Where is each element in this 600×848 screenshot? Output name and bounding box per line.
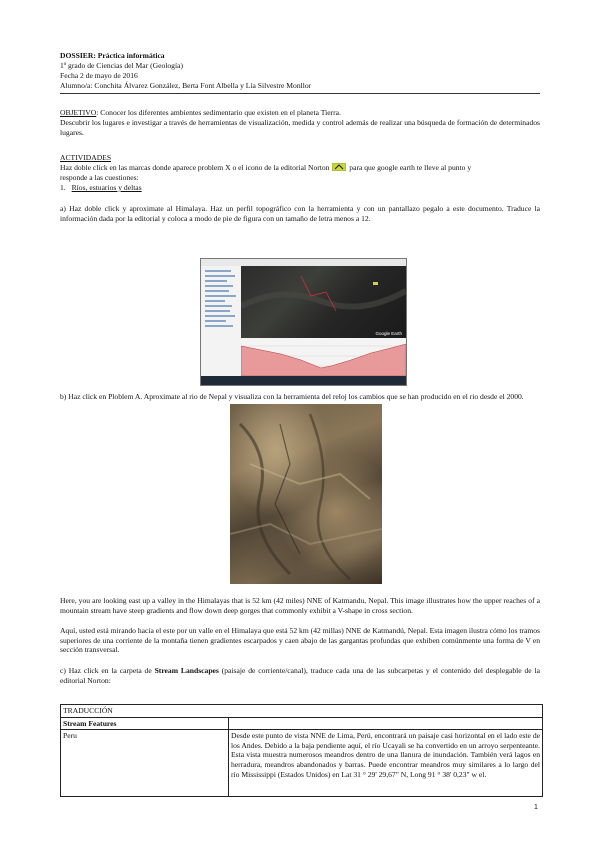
page-number: 1 <box>534 804 538 811</box>
elevation-profile <box>241 338 406 376</box>
objective-line <box>60 108 341 118</box>
table-row <box>61 717 543 730</box>
question-c <box>60 666 540 685</box>
translation-table <box>60 704 543 797</box>
objective-text: : Conocer los diferentes ambientes sedimentario que existen en el planeta Tierra. <box>96 108 341 117</box>
windows-taskbar <box>201 376 406 385</box>
question-c-bold: Stream Landscapes <box>154 666 219 675</box>
question-a: a) Haz doble click y aproximate al Himalaya. Haz un perfil topográfico con la herramienta y con un pantallazo pegalo a este documento. Traduce la información dada por la editorial y coloca a modo de pie de figura con un tamaño de letra menos a 12. <box>60 204 540 223</box>
table-section-cell: Stream Features <box>61 717 229 730</box>
list-item-label: Ríos, estuarios y deltas <box>71 183 142 192</box>
activities-intro-a: Haz doble click en las marcas donde aparece problem X o el icono de la editorial Norton <box>60 163 330 172</box>
header-divider <box>60 93 540 94</box>
list-number: 1. <box>60 183 66 192</box>
activities-intro <box>60 163 471 173</box>
google-earth-brand: Google Earth <box>375 331 402 336</box>
activities-heading: ACTIVIDADES <box>60 153 112 162</box>
date-line: Fecha 2 de mayo de 2016 <box>60 71 138 80</box>
objective-label: OBJETIVO <box>60 108 97 117</box>
list-item-rivers <box>60 183 142 193</box>
spanish-translation: Aquí, usted está mirando hacia el este por un valle en el Himalaya que está 52 km (42 millas) NNE de Katmandú, Nepal. Esta imagen ilustra cómo los tramos superiores de una corriente de la montaña tienen gradientes escarpados y caen abajo de las gargantas profundas que exhiben comúnmente una forma de V en sección transversal. <box>60 626 540 655</box>
norton-icon <box>332 163 346 171</box>
students-line: Alumno/a: Conchita Álvarez González, Berta Font Albella y Lía Silvestre Monllor <box>60 81 312 90</box>
question-b: b) Haz click en Ploblem A. Aproximate al rio de Nepal y visualiza con la herramienta del reloj los cambios que se han producido en el rio desde el 2000. <box>60 392 524 401</box>
question-c-post: (paisaje de corriente/canal), traduce cada una de las subcarpetas y el contenido del desplegable de la editorial Norton: <box>60 666 540 685</box>
table-text-cell: Desde este punto de vista NNE de Lima, Perú, encontrará un paisaje casi horizontal en el lado este de los Andes. Debido a la baja pendiente aquí, el río Ucayali se ha convertido en un arroyo serpenteante. Esta vista muestra numerosos meandros dentro de una llanura de inundación. También verá lagos en herradura, meandros abandonados y barras. Puede encontrar meandros muy similares a lo largo del río Mississippi (Estados Unidos) en Lat 31 ° 29' 29,67" N, Long 91 ° 38' 0,23" w el. <box>229 730 543 797</box>
table-header-cell: TRADUCCIÓN <box>61 705 543 718</box>
document-title: DOSSIER: Práctica informática <box>60 51 165 60</box>
activities-intro-b: para que google earth te lleve al punto y <box>349 163 472 172</box>
table-row <box>61 730 543 797</box>
places-panel <box>201 266 242 376</box>
nepal-valley-image <box>230 404 382 584</box>
table-row <box>61 705 543 718</box>
table-empty-cell <box>229 717 543 730</box>
google-earth-screenshot <box>200 258 407 386</box>
objective-description: Descubrir los lugares e investigar a través de herramientas de visualización, medida y control además de realizar una búsqueda de formación de determinados lugares. <box>60 118 540 137</box>
activities-intro-c: responde a las cuestiones: <box>60 173 139 182</box>
question-c-pre: c) Haz click en la carpeta de <box>60 666 152 675</box>
english-description: Here, you are looking east up a valley in the Himalayas that is 52 km (42 miles) NNE of Katmandu, Nepal. This image illustrates how the upper reaches of a mountain stream have steep gradients and flow down deep gorges that commonly exhibit a V-shape in cross section. <box>60 596 540 615</box>
course-line: 1º grado de Ciencias del Mar (Geología) <box>60 61 183 70</box>
satellite-map-view <box>241 266 406 338</box>
table-label-cell: Peru <box>61 730 229 797</box>
